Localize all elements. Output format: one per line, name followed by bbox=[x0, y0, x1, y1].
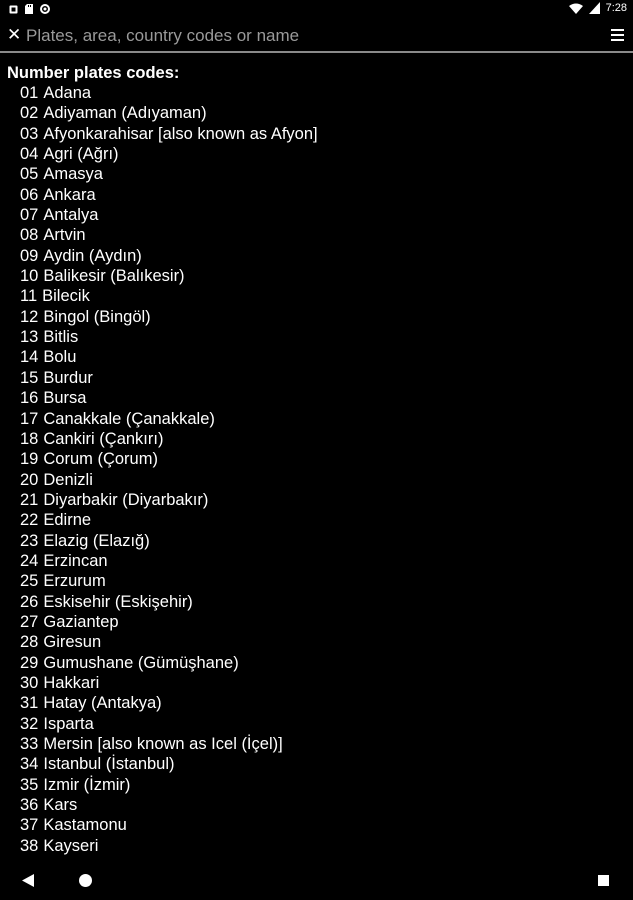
notification-icon bbox=[9, 5, 18, 14]
plate-code: 06 bbox=[20, 185, 39, 204]
list-item bbox=[20, 734, 318, 754]
list-item bbox=[20, 571, 318, 591]
menu-icon[interactable] bbox=[611, 29, 624, 43]
plate-name: Bursa bbox=[43, 389, 87, 408]
plate-name: Istanbul (İstanbul) bbox=[43, 755, 175, 774]
plate-name: Amasya bbox=[43, 165, 103, 184]
plate-name: Agri (Ağrı) bbox=[43, 145, 119, 164]
plate-code: 11 bbox=[20, 287, 38, 306]
plate-name: Izmir (İzmir) bbox=[43, 775, 131, 794]
plate-code: 09 bbox=[20, 246, 39, 265]
plate-code: 01 bbox=[20, 84, 39, 102]
sync-icon bbox=[40, 4, 50, 14]
plate-name: Isparta bbox=[43, 714, 94, 733]
plate-code: 16 bbox=[20, 389, 39, 408]
navigation-bar bbox=[0, 860, 633, 900]
close-icon[interactable]: ✕ bbox=[7, 25, 22, 44]
plate-name: Bingol (Bingöl) bbox=[43, 307, 151, 326]
list-item bbox=[20, 490, 318, 510]
list-item bbox=[20, 632, 318, 652]
plate-code: 28 bbox=[20, 633, 39, 652]
plate-code: 04 bbox=[20, 145, 39, 164]
plate-name: Kayseri bbox=[43, 836, 99, 855]
plate-code: 17 bbox=[20, 409, 39, 428]
plate-name: Hakkari bbox=[43, 673, 100, 692]
list-item bbox=[20, 266, 318, 286]
list-item bbox=[20, 775, 318, 795]
list-item bbox=[20, 409, 318, 429]
list-item bbox=[20, 307, 318, 327]
list-item bbox=[20, 327, 318, 347]
search-bar bbox=[0, 21, 633, 52]
list-item bbox=[20, 551, 318, 571]
plate-name: Erzurum bbox=[43, 572, 106, 591]
plate-code: 29 bbox=[20, 653, 39, 672]
list-item bbox=[20, 754, 318, 774]
list-item bbox=[20, 653, 318, 673]
list-item bbox=[20, 388, 318, 408]
list-item bbox=[20, 205, 318, 225]
list-item bbox=[20, 470, 318, 490]
list-item bbox=[20, 449, 318, 469]
plate-code: 33 bbox=[20, 735, 39, 753]
list-item bbox=[20, 612, 318, 632]
plate-code: 26 bbox=[20, 592, 39, 611]
plate-name: Kastamonu bbox=[43, 816, 127, 835]
list-item bbox=[20, 836, 318, 856]
plates-list bbox=[20, 83, 318, 856]
plate-name: Canakkale (Çanakkale) bbox=[43, 409, 215, 428]
plate-code: 37 bbox=[20, 816, 39, 835]
recent-apps-icon[interactable] bbox=[598, 875, 609, 886]
plate-code: 07 bbox=[20, 206, 39, 225]
plate-code: 05 bbox=[20, 165, 39, 184]
plate-name: Ankara bbox=[43, 185, 96, 204]
plate-code: 14 bbox=[20, 348, 39, 367]
plate-code: 27 bbox=[20, 612, 39, 631]
plate-name: Bilecik bbox=[42, 287, 90, 306]
plate-code: 15 bbox=[20, 368, 39, 387]
list-item bbox=[20, 83, 318, 103]
list-item bbox=[20, 225, 318, 245]
plate-code: 23 bbox=[20, 531, 39, 550]
plate-name: Bitlis bbox=[43, 328, 79, 347]
plate-code: 25 bbox=[20, 572, 39, 591]
plate-name: Hatay (Antakya) bbox=[43, 694, 162, 713]
plate-code: 38 bbox=[20, 836, 39, 855]
plate-code: 22 bbox=[20, 511, 39, 530]
plate-name: Aydin (Aydın) bbox=[43, 246, 142, 265]
plates-content bbox=[0, 62, 633, 860]
wifi-icon bbox=[569, 3, 583, 14]
plate-name: Denizli bbox=[43, 470, 93, 489]
plate-name: Mersin [also known as Icel (İçel)] bbox=[43, 735, 283, 753]
list-item bbox=[20, 693, 318, 713]
list-item bbox=[20, 286, 318, 306]
plate-code: 32 bbox=[20, 714, 39, 733]
plate-code: 20 bbox=[20, 470, 39, 489]
search-input[interactable] bbox=[26, 25, 596, 47]
plate-name: Elazig (Elazığ) bbox=[43, 531, 150, 550]
list-item bbox=[20, 510, 318, 530]
plate-name: Cankiri (Çankırı) bbox=[43, 429, 164, 448]
plate-name: Edirne bbox=[43, 511, 92, 530]
plate-code: 03 bbox=[20, 124, 39, 143]
plate-name: Diyarbakir (Diyarbakır) bbox=[43, 490, 209, 509]
list-item bbox=[20, 592, 318, 612]
plate-name: Balikesir (Balıkesir) bbox=[43, 267, 185, 286]
plate-name: Artvin bbox=[43, 226, 86, 245]
plate-code: 24 bbox=[20, 551, 39, 570]
list-item bbox=[20, 673, 318, 693]
plate-name: Kars bbox=[43, 796, 78, 815]
plate-code: 13 bbox=[20, 328, 39, 347]
search-underline bbox=[0, 51, 633, 53]
plate-name: Burdur bbox=[43, 368, 93, 387]
list-item bbox=[20, 815, 318, 835]
list-item bbox=[20, 347, 318, 367]
status-bar bbox=[0, 0, 633, 20]
list-item bbox=[20, 164, 318, 184]
list-heading: Number plates codes: bbox=[7, 64, 180, 82]
plate-name: Giresun bbox=[43, 633, 102, 652]
plate-name: Adiyaman (Adıyaman) bbox=[43, 104, 207, 123]
plate-code: 36 bbox=[20, 796, 39, 815]
plate-name: Eskisehir (Eskişehir) bbox=[43, 592, 193, 611]
status-icons-left bbox=[9, 4, 50, 14]
plate-code: 34 bbox=[20, 755, 39, 774]
plate-code: 12 bbox=[20, 307, 39, 326]
list-item bbox=[20, 795, 318, 815]
plate-name: Adana bbox=[43, 84, 92, 102]
list-item bbox=[20, 144, 318, 164]
status-time: 7:28 bbox=[605, 2, 627, 14]
plate-code: 35 bbox=[20, 775, 39, 794]
home-icon[interactable] bbox=[79, 874, 92, 887]
plate-name: Gumushane (Gümüşhane) bbox=[43, 653, 239, 672]
plate-code: 31 bbox=[20, 694, 39, 713]
list-item bbox=[20, 368, 318, 388]
list-item bbox=[20, 714, 318, 734]
list-item bbox=[20, 531, 318, 551]
plate-name: Corum (Çorum) bbox=[43, 450, 158, 469]
plate-name: Afyonkarahisar [also known as Afyon] bbox=[43, 124, 318, 143]
list-item bbox=[20, 103, 318, 123]
plate-code: 10 bbox=[20, 267, 39, 286]
list-item bbox=[20, 246, 318, 266]
list-item bbox=[20, 429, 318, 449]
list-item bbox=[20, 185, 318, 205]
sd-card-icon bbox=[25, 4, 33, 14]
plate-name: Erzincan bbox=[43, 551, 108, 570]
plate-name: Bolu bbox=[43, 348, 77, 367]
plate-code: 08 bbox=[20, 226, 39, 245]
plate-code: 19 bbox=[20, 450, 39, 469]
list-item bbox=[20, 124, 318, 144]
battery-icon bbox=[589, 2, 600, 14]
plate-name: Antalya bbox=[43, 206, 99, 225]
status-icons-right bbox=[569, 2, 627, 14]
plate-code: 21 bbox=[20, 490, 39, 509]
back-icon[interactable] bbox=[22, 874, 34, 887]
plate-code: 18 bbox=[20, 429, 39, 448]
plate-name: Gaziantep bbox=[43, 612, 119, 631]
plate-code: 30 bbox=[20, 673, 39, 692]
plate-code: 02 bbox=[20, 104, 39, 123]
